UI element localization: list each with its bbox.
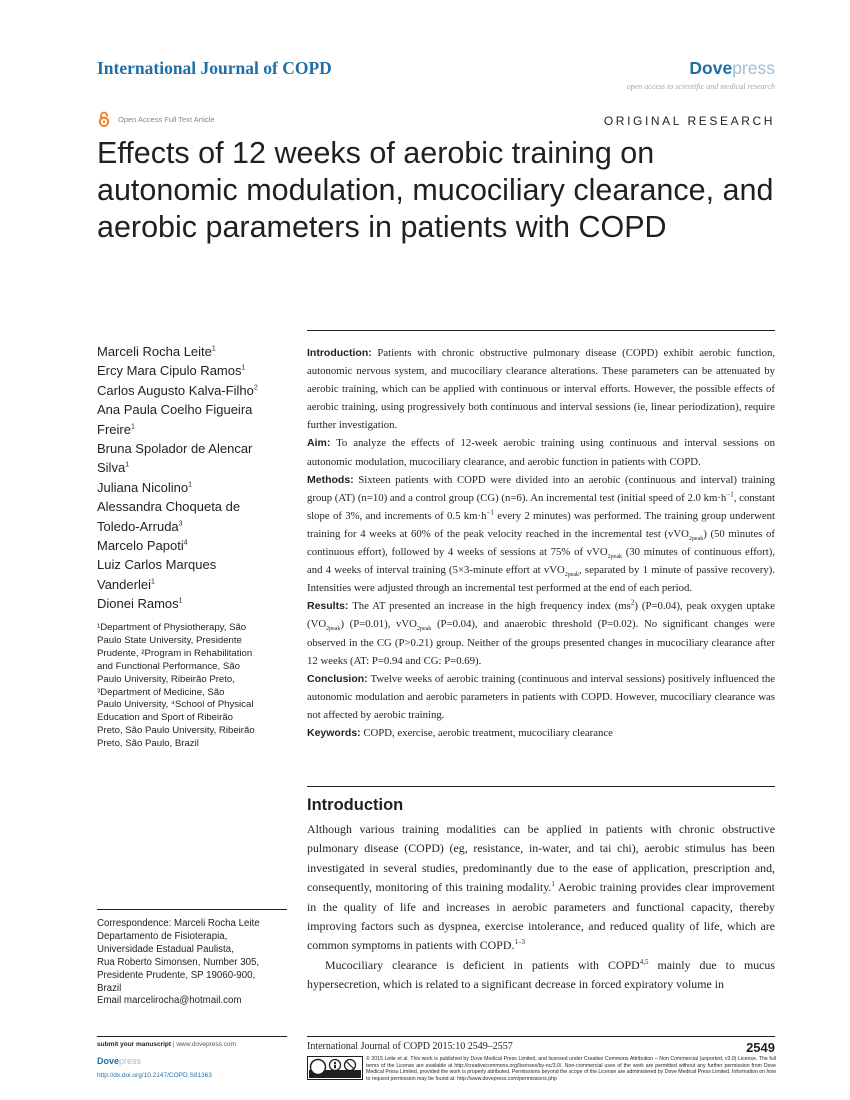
affiliation-line: Paulo University, Ribeirão Preto, — [97, 673, 235, 685]
affiliation-line: Paulo State University, Presidente — [97, 634, 242, 646]
author-line: Juliana Nicolino$^1$ — [97, 479, 192, 495]
introduction-heading: Introduction — [307, 796, 404, 814]
introduction-divider — [307, 786, 775, 787]
affiliation-line: Prudente, ²Program in Rehabilitation — [97, 647, 253, 659]
open-access-badge — [97, 111, 215, 127]
author-line: Bruna Spolador de Alencar — [97, 441, 253, 457]
affiliation-line: Preto, São Paulo University, Ribeirão — [97, 725, 255, 737]
introduction-paragraph: Mucociliary clearance is deficient in patients with COPD$^{4,5}$ mainly due to mucus hypersecretion, which is related to a significant decrease in forced expiratory volume in — [307, 957, 775, 992]
author-line: Marcelo Papoti$^4$ — [97, 538, 188, 554]
author-line: Silva$^1$ — [97, 460, 130, 476]
journal-citation: International Journal of COPD 2015:10 2549–2557 — [307, 1041, 513, 1052]
abstract-conclusion: Conclusion: Twelve weeks of aerobic training (continuous and interval sessions) positively influenced the autonomic modulation and aerobic parameters in patients with COPD. However, mucociliary clearance was not affected by aerobic training. — [307, 672, 775, 721]
abstract-keywords: Keywords: COPD, exercise, aerobic treatment, mucociliary clearance — [307, 726, 613, 739]
introduction-body — [307, 820, 775, 995]
footer-divider-right — [307, 1036, 775, 1037]
article-title: Effects of 12 weeks of aerobic training on autonomic modulation, mucociliary clearance, and aerobic parameters in patients with COPD — [97, 136, 774, 244]
submit-manuscript-link[interactable]: submit your manuscript | www.dovepress.com — [97, 1041, 236, 1048]
article-type: ORIGINAL RESEARCH — [603, 114, 775, 128]
author-line: Dionei Ramos$^1$ — [97, 596, 183, 612]
publisher-logo-dove: Dove — [689, 58, 733, 78]
author-line: Marceli Rocha Leite$^1$ — [97, 344, 216, 359]
affiliation-line: Preto, São Paulo, Brazil — [97, 738, 199, 750]
author-line: Freire$^1$ — [97, 421, 135, 437]
introduction-paragraph: Although various training modalities can be applied in patients with chronic obstructive pulmonary disease (COPD) (eg, resistance, in-water, and tai chi), aerobic stimulus has been investigated in several studies, predominantly due to the ease of application, prescription and, consequently, monitoring of this training modality.$^1$ Aerobic training provides clear improvement in the quality of life and increases in aerobic parameters and functional capacity, thereby improving factors such as dyspnea, exercise intolerance, and reduced quality of life, which are common symptoms in patients with COPD.$^{1-3}$ — [307, 822, 775, 953]
publisher-tagline: open access to scientific and medical research — [626, 82, 775, 91]
author-line: Carlos Augusto Kalva-Filho$^2$ — [97, 382, 258, 398]
license-notice: © 2015 Leite et al. This work is published by Dove Medical Press Limited, and licensed under Creative Commons Attribution – Non Commercial (unported, v3.0) License. The full terms of the License are available at http://creativecommons.org/licenses/by-nc/3.0/. Non-commercial uses of the work are permitted without any further permission from Dove Medical Press Limited, provided the work is properly attributed. Permissions beyond the scope of the License are administered by Dove Medical Press Limited. Information on how to request permission may be found at: http://www.dovepress.com/permissions.php — [366, 1056, 777, 1082]
author-line: Alessandra Choqueta de — [97, 499, 241, 515]
author-list — [97, 342, 297, 614]
correspondence-line: Brazil — [97, 982, 122, 994]
footer-divider-left — [97, 1036, 287, 1037]
publisher-logo[interactable] — [689, 58, 775, 79]
open-lock-icon — [97, 111, 111, 127]
footer-publisher-logo[interactable]: Dovepress — [97, 1056, 142, 1066]
affiliation-line: ¹Department of Physiotherapy, São — [97, 622, 247, 633]
affiliation-line: Paulo University, ⁴School of Physical — [97, 699, 254, 711]
publisher-logo-press: press — [732, 58, 775, 78]
author-line: Ana Paula Coelho Figueira — [97, 402, 253, 418]
abstract-methods: Methods: Sixteen patients with COPD were divided into an aerobic (continuous and interval) training group (AT) (n=10) and a control group (CG) (n=6). An incremental test (initial speed of 2.0 $km\cdot h^{-1}$, constant slope of 3%, and increments of 0.5 $km\cdot h^{-1}$ every 2 minutes) was performed. The training group underwent training for 4 weeks at 60% of the peak velocity reached in the incremental test (vVO$_{2peak}$) (50 minutes of continuous effort), followed by 4 weeks of sessions at 75% of vVO$_{2peak}$ (30 minutes of continuous effort), and 4 weeks of interval training (5×3-minute effort at vVO$_{2peak}$, separated by 1 minute of passive recovery). Intensities were adjusted through an incremental test performed at the end of each period. — [307, 473, 776, 595]
correspondence-line: Rua Roberto Simonsen, Number 305, — [97, 956, 260, 968]
correspondence-line: Correspondence: Marceli Rocha Leite — [97, 918, 260, 929]
affiliations — [97, 622, 277, 751]
cc-by-nc-icon[interactable] — [307, 1056, 363, 1080]
author-line: Ercy Mara Cipulo Ramos$^1$ — [97, 363, 246, 379]
citation-ref[interactable]: 4,5 — [639, 957, 649, 966]
abstract — [307, 344, 775, 742]
citation-ref[interactable]: 1 — [551, 880, 555, 889]
doi-link[interactable]: http://dx.doi.org/10.2147/COPD.S81363 — [97, 1072, 212, 1079]
abstract-aim: Aim: To analyze the effects of 12-week aerobic training using continuous and interval sessions on autonomic modulation, mucociliary clearance, and aerobic function in patients with COPD. — [307, 437, 775, 468]
correspondence-block — [97, 918, 287, 1008]
correspondence-line: Presidente Prudente, SP 19060-900, — [97, 969, 256, 981]
author-line: Toledo-Arruda$^3$ — [97, 518, 183, 534]
correspondence-divider — [97, 909, 287, 910]
author-line: Luiz Carlos Marques — [97, 557, 217, 573]
journal-name: International Journal of COPD — [97, 58, 332, 78]
abstract-divider — [307, 330, 775, 331]
author-line: Vanderlei$^1$ — [97, 576, 155, 592]
affiliation-line: and Functional Performance, São — [97, 660, 240, 672]
page-number: 2549 — [746, 1040, 775, 1055]
correspondence-email[interactable]: Email marcelirocha@hotmail.com — [97, 995, 242, 1007]
affiliation-line: ³Department of Medicine, São — [97, 686, 225, 698]
abstract-results: Results: The AT presented an increase in the high frequency index $(ms^2)$ (P=0.04), peak oxygen uptake $(VO_{2peak})$ (P=0.01), vVO$_{2peak}$ (P=0.04), and anaerobic threshold (P=0.02). No significant changes were observed in the CG (P>0.21) group. Neither of the groups presented changes in mucociliary clearance after 12 weeks (AT: P=0.94 and CG: P=0.69). — [307, 598, 776, 667]
abstract-introduction: Introduction: Patients with chronic obstructive pulmonary disease (COPD) exhibit aerobic function, autonomic nervous system, and mucociliary clearance alterations. These parameters can be attenuated by aerobic training, which can be applied with continuous or interval efforts. However, the possible effects of aerobic training, using progressively both continuous and interval sessions (ie, linear periodization), require further investigation. — [307, 347, 776, 432]
correspondence-line: Universidade Estadual Paulista, — [97, 943, 234, 955]
correspondence-line: Departamento de Fisioterapia, — [97, 930, 228, 942]
affiliation-line: Education and Sport of Ribeirão — [97, 712, 233, 724]
open-access-label: Open Access Full Text Article — [118, 114, 215, 124]
citation-ref[interactable]: 1–3 — [514, 938, 525, 947]
